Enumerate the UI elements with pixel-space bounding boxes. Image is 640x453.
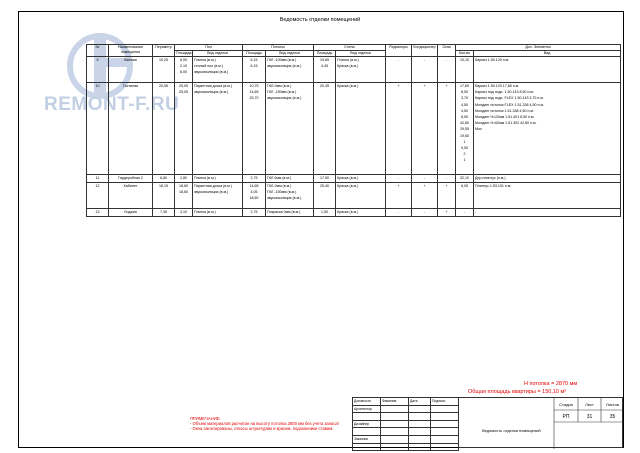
subheader-kind: Вид xyxy=(474,51,621,57)
cell-line: 2,10 xyxy=(180,64,187,69)
subheader-ceil-area: Площадь xyxy=(243,51,266,57)
sheet-label: Лист xyxy=(585,402,594,407)
cell-ceil-area xyxy=(243,57,266,83)
page-title: Ведомость отделки помещений xyxy=(279,17,361,23)
cell-line: ГКЛ 0мм (в.м.) xyxy=(267,176,292,180)
cell-line: звукоизоляция (в.м.) xyxy=(194,90,229,95)
cell-win: + xyxy=(438,183,456,209)
cell-line: 17,65 xyxy=(460,84,470,88)
cell-kind xyxy=(474,57,621,83)
stamp-col: Подпись xyxy=(431,398,459,406)
cell-num: 10 xyxy=(87,83,109,175)
cell-line: 3,10 xyxy=(180,210,187,214)
cell-rad: + xyxy=(386,83,412,175)
cell-line: 10,75 xyxy=(249,84,259,88)
cell-line: 6,15 xyxy=(250,58,258,62)
cell-rad: - xyxy=(386,57,412,83)
cell-ac: + xyxy=(412,83,438,175)
cell-wall-finish xyxy=(336,83,386,175)
cell-kind xyxy=(474,209,621,217)
cell-rad: + xyxy=(386,183,412,209)
cell-num: 11 xyxy=(87,175,109,183)
cell-line: 19,65 xyxy=(320,58,330,62)
cell-line: Краска (в.м.) xyxy=(337,176,359,180)
stamp-role: Архитектор xyxy=(353,405,381,413)
cell-wall-finish xyxy=(336,57,386,83)
table-row xyxy=(87,57,621,83)
cell-perimeter: 6,80 xyxy=(153,175,175,183)
cell-name: Ванная xyxy=(109,57,153,83)
cell-line: 25,05 xyxy=(179,84,188,88)
cell-wall-area xyxy=(314,183,336,209)
cell-win: + xyxy=(438,209,456,217)
cell-line: Молдинг потолок FLEX 1.51.338 4,50 п.м. xyxy=(475,102,544,107)
subheader-wall-finish: Вид отделки xyxy=(336,51,386,57)
cell-line: 18,60 xyxy=(179,190,188,195)
cell-ac: + xyxy=(412,183,438,209)
sheets-value: 35 xyxy=(609,414,616,420)
cell-name: Лоджия xyxy=(109,209,153,217)
cell-line: 2,80 xyxy=(180,176,187,180)
cell-ceil-area xyxy=(243,175,266,183)
sheet-name: Ведомость отделки помещений xyxy=(482,428,541,433)
cell-line: 25,70 xyxy=(249,96,259,101)
cell-line: 4,45 xyxy=(321,64,329,69)
cell-line: 4,05 xyxy=(250,190,258,195)
cell-line: Молдинг потолок 1.51.338 4,50 п.м. xyxy=(475,108,534,113)
title-block-info xyxy=(458,397,623,448)
cell-line: 1,50 xyxy=(321,210,329,214)
header-decor: Доп. Элементы xyxy=(456,45,621,51)
header-radiators: Радиаторы xyxy=(386,45,412,57)
cell-ceil-area xyxy=(243,83,266,175)
cell-line: Плитка (в.м.) xyxy=(337,58,359,62)
cell-line: 18,60 xyxy=(179,184,188,188)
cell-perimeter: 20,55 xyxy=(153,83,175,175)
cell-kind xyxy=(474,175,621,183)
cell-line: Покраска 0мм (в.м.) xyxy=(267,210,301,214)
stage-value: РП xyxy=(562,414,570,420)
header-floor: Пол xyxy=(175,45,243,51)
cell-line: ГКЛ-0мм (в.м.) xyxy=(267,184,292,188)
cell-line: Плитка (в.м.) xyxy=(194,176,216,180)
table-row xyxy=(87,183,621,209)
remark-line: - Окна смонтированы, откосы штукатурим и красим, подоконники ставим. xyxy=(190,426,334,432)
cell-line: 42,80 xyxy=(460,121,470,126)
cell-ac: - xyxy=(412,209,438,217)
cell-line: 32,10 xyxy=(460,176,470,180)
remark-block xyxy=(190,416,339,432)
cell-perimeter: 7,35 xyxy=(153,209,175,217)
cell-line: 14,65 xyxy=(249,90,259,95)
cell-line: 6,15 xyxy=(250,64,258,69)
cell-name: Кабинет xyxy=(109,183,153,209)
stage-label: Стадия xyxy=(559,402,573,407)
cell-line: 18,60 xyxy=(249,196,259,201)
cell-ceil-finish xyxy=(266,183,314,209)
cell-line: 1 xyxy=(463,139,466,144)
ceiling-height: Н потолка = 2870 мм xyxy=(524,381,578,387)
cell-name: Гостиная xyxy=(109,83,153,175)
subheader-wall-area: Площадь xyxy=(314,51,336,57)
header-name: Наименование помещения xyxy=(109,45,153,57)
cell-line: 8,50 xyxy=(461,115,469,120)
cell-line: Мох xyxy=(475,127,482,132)
cell-ac: - xyxy=(412,57,438,83)
cell-win: - xyxy=(438,175,456,183)
header-num: № xyxy=(87,45,109,57)
cell-line: - xyxy=(463,210,466,214)
cell-line: Краска (в.м.) xyxy=(337,84,359,88)
cell-line: 8,50 xyxy=(461,90,469,95)
subheader-ceil-finish: Вид отделки xyxy=(266,51,314,57)
cell-num: 12 xyxy=(87,183,109,209)
cell-line: звукоизоляция (в.м.) xyxy=(194,70,229,75)
cell-line: 4,50 xyxy=(461,102,469,107)
cell-line: Молдинг Н=22мм 1.51.401 8,50 п.м. xyxy=(475,115,535,120)
cell-line: 6,00 xyxy=(180,70,187,75)
cell-wall-area xyxy=(314,57,336,83)
stamp-col: Дата xyxy=(409,398,431,406)
cell-line: теплый пол (в.м.) xyxy=(194,64,223,69)
cell-ceil-finish xyxy=(266,83,314,175)
cell-kind xyxy=(474,83,621,175)
header-ac: Кондиционер xyxy=(412,45,438,57)
cell-line: 2 xyxy=(463,152,466,157)
cell-line: 0,50 xyxy=(461,146,469,151)
cell-line: 29,55 xyxy=(460,127,470,132)
header-walls: Стены xyxy=(314,45,386,51)
cell-line: Молдинг Н=62мм 1.51.302 42,80 п.м. xyxy=(475,121,537,126)
sheets-label: Листов xyxy=(606,402,619,407)
cell-ceil-finish xyxy=(266,209,314,217)
cell-line: Краска (в.м.) xyxy=(337,210,359,214)
cell-line: 6,05 xyxy=(461,184,469,188)
stamp-col: Должность xyxy=(353,398,381,406)
total-area: Общая площадь квартиры = 150,10 м² xyxy=(468,388,567,395)
cell-line: Плинтус 1.53.101 п.м. xyxy=(475,184,512,188)
cell-line: 3,70 xyxy=(461,96,469,101)
cell-line: 17,50 xyxy=(320,176,330,180)
cell-ceil-area xyxy=(243,183,266,209)
cell-perimeter: 10,25 xyxy=(153,57,175,83)
cell-line: 6,00 xyxy=(180,58,187,62)
header-perimeter: Периметр xyxy=(153,45,175,57)
cell-ceil-finish xyxy=(266,175,314,183)
table-row xyxy=(87,175,621,183)
cell-qty xyxy=(456,175,474,183)
cell-ceil-finish xyxy=(266,57,314,83)
cell-line: звукоизоляция (в.м.) xyxy=(267,196,302,201)
cell-wall-finish xyxy=(336,183,386,209)
cell-floor-area xyxy=(175,183,193,209)
cell-name: Гардеробная 2 xyxy=(109,175,153,183)
cell-line: 25,05 xyxy=(179,90,188,95)
cell-line: 25,40 xyxy=(320,184,330,188)
cell-floor-area xyxy=(175,57,193,83)
cell-perimeter: 18,15 xyxy=(153,183,175,209)
cell-rad: - xyxy=(386,209,412,217)
header-windows: Окна xyxy=(438,45,456,57)
finish-schedule-table xyxy=(86,44,621,217)
title-block-signatures xyxy=(352,397,459,451)
cell-line: Карниз под подс. FLEX 1.50.143 3,70 п.м. xyxy=(475,96,544,101)
cell-line: Краска (в.м.) xyxy=(337,184,359,188)
remark-line: - Объем материалов расчитан на высоту потолка 2800 мм без учета запаса! xyxy=(190,421,339,427)
cell-qty xyxy=(456,209,474,217)
cell-floor-finish xyxy=(193,57,243,83)
cell-line: звукоизоляция (в.м.) xyxy=(267,96,302,101)
cell-line: Паркетная доска (в.м.) xyxy=(194,184,232,188)
cell-line: ГКЛ -150мм (в.м.) xyxy=(267,190,297,195)
cell-floor-area xyxy=(175,175,193,183)
cell-line: 2,75 xyxy=(250,210,258,214)
cell-wall-area xyxy=(314,83,336,175)
cell-wall-finish xyxy=(336,209,386,217)
cell-line: Паркетная доска (в.м.) xyxy=(194,84,232,88)
subheader-qty: Кол-во xyxy=(456,51,474,57)
cell-wall-area xyxy=(314,209,336,217)
cell-num: 9 xyxy=(87,57,109,83)
ceiling-height-note xyxy=(468,381,577,396)
cell-line: звукоизоляция (в.м.) xyxy=(194,190,229,195)
subheader-floor-area: Площадь xyxy=(176,51,192,55)
header-ceiling: Потолок xyxy=(243,45,314,51)
cell-line: звукоизоляция (в.м.) xyxy=(267,64,302,69)
cell-floor-finish xyxy=(193,183,243,209)
cell-line: Дер.плинтус (п.м.) xyxy=(475,176,506,180)
cell-floor-finish xyxy=(193,83,243,175)
remark-title: ПРИМЕЧАНИЕ: xyxy=(190,416,221,421)
table-header-row xyxy=(87,45,621,51)
cell-line: Краска (в.м.) xyxy=(337,64,359,69)
cell-qty xyxy=(456,83,474,175)
stamp-col: Фамилия xyxy=(381,398,409,406)
cell-rad: - xyxy=(386,175,412,183)
cell-wall-finish xyxy=(336,175,386,183)
cell-line: ГКЛ -100мм (в.м.) xyxy=(267,58,297,62)
subheader-floor-finish: Вид отделки xyxy=(193,51,243,57)
cell-line: - xyxy=(475,210,477,214)
cell-line: Плитка (в.м.) xyxy=(194,58,216,62)
cell-kind xyxy=(474,183,621,209)
cell-win: - xyxy=(438,57,456,83)
cell-line: Карниз 1.50.129 п.м. xyxy=(475,58,510,62)
cell-line: 4,50 xyxy=(461,108,469,113)
cell-line: 10,10 xyxy=(460,58,470,62)
cell-floor-finish xyxy=(193,175,243,183)
cell-wall-area xyxy=(314,175,336,183)
table-row xyxy=(87,209,621,217)
stamp-role: Заказчик xyxy=(353,435,381,443)
cell-line: Карниз под подс. 1.50.143 8,50 п.м. xyxy=(475,90,534,95)
cell-qty xyxy=(456,57,474,83)
cell-line: ГКЛ -150мм (в.м.) xyxy=(267,90,297,95)
cell-ac: - xyxy=(412,175,438,183)
watermark-text: REMONT-F.RU xyxy=(44,94,180,115)
cell-win: + xyxy=(438,83,456,175)
sheet-value: 31 xyxy=(586,414,593,420)
cell-line: 14,65 xyxy=(249,184,259,188)
cell-line: ГКЛ-0мм (в.м.) xyxy=(267,84,292,88)
cell-num: 13 xyxy=(87,209,109,217)
cell-floor-finish xyxy=(193,209,243,217)
table-row xyxy=(87,83,621,175)
cell-floor-area xyxy=(175,209,193,217)
cell-line: 2,75 xyxy=(250,176,258,180)
cell-floor-area xyxy=(175,83,193,175)
cell-line: Карниз 1.50.129 17,65 п.м. xyxy=(475,84,520,88)
cell-line: 19,60 xyxy=(460,133,470,138)
stamp-role: Дизайнер xyxy=(353,420,381,428)
cell-line: 1 xyxy=(463,158,466,163)
cell-line: Плитка (в.м.) xyxy=(194,210,216,214)
cell-line: 20,45 xyxy=(320,84,330,88)
cell-qty xyxy=(456,183,474,209)
cell-ceil-area xyxy=(243,209,266,217)
